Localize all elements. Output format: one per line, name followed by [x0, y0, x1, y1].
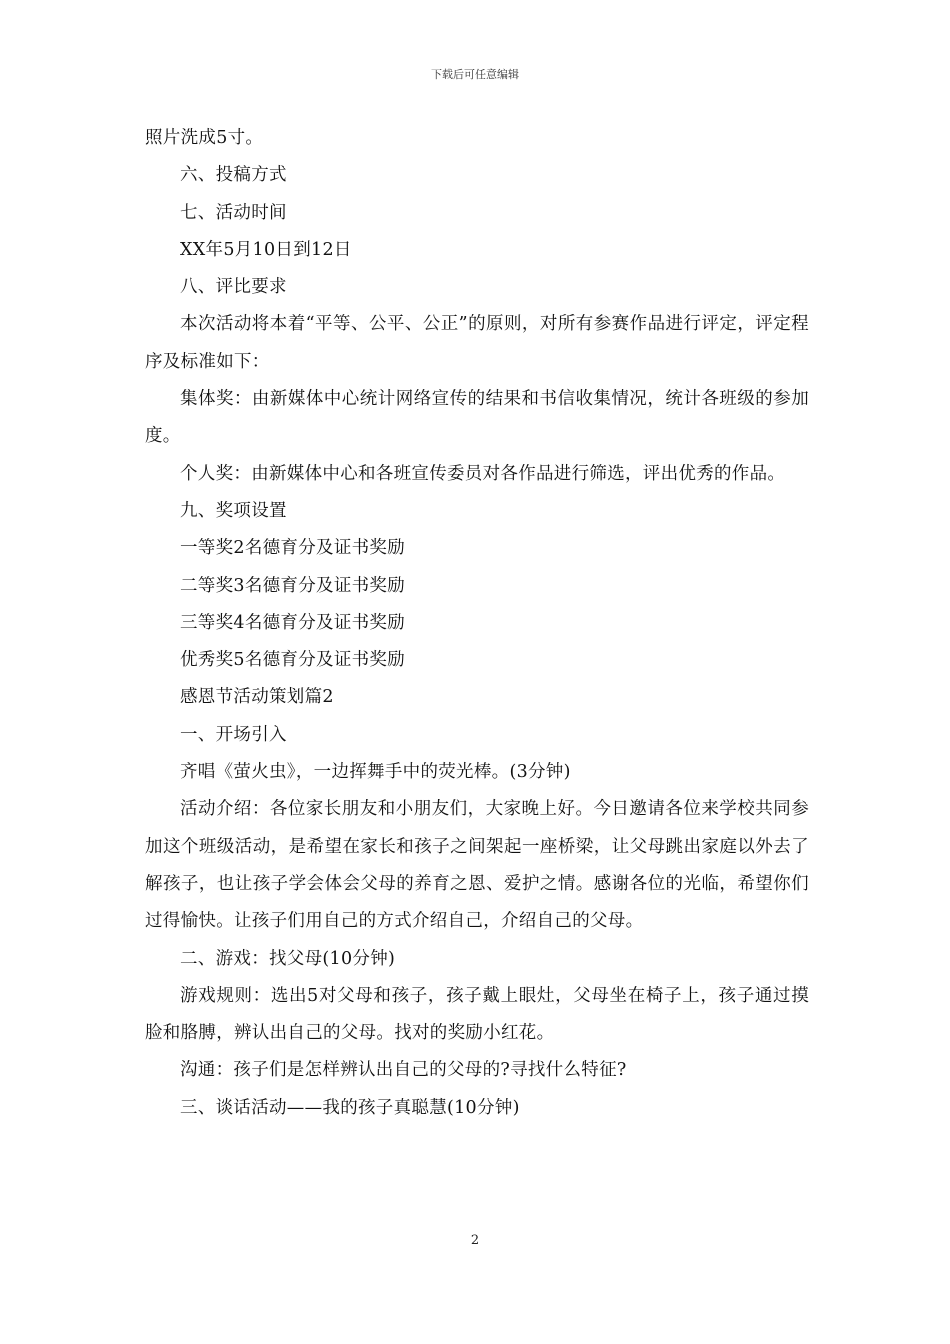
paragraph: 三等奖4名德育分及证书奖励	[180, 612, 406, 633]
section-heading: 九、奖项设置	[180, 500, 287, 521]
paragraph: 优秀奖5名德育分及证书奖励	[180, 650, 406, 671]
paragraph: 二等奖3名德育分及证书奖励	[180, 575, 406, 596]
page-header: 下载后可任意编辑	[431, 68, 519, 81]
document-body	[145, 120, 809, 1127]
paragraph: XX年5月10日到12日	[180, 239, 352, 260]
section-heading: 三、谈话活动——我的孩子真聪慧(10分钟)	[180, 1097, 520, 1118]
section-heading: 二、游戏：找父母(10分钟)	[180, 948, 396, 969]
section-heading: 一、开场引入	[180, 724, 287, 745]
paragraph: 本次活动将本着“平等、公平、公正”的原则，对所有参赛作品进行评定，评定程序及标准如下：	[145, 314, 809, 372]
paragraph: 齐唱《萤火虫》，一边挥舞手中的荧光棒。(3分钟)	[180, 762, 571, 783]
paragraph: 游戏规则：选出5对父母和孩子，孩子戴上眼灶，父母坐在椅子上，孩子通过摸脸和胳膊，辨认出自己的父母。找对的奖励小红花。	[145, 985, 809, 1044]
paragraph: 一等奖2名德育分及证书奖励	[180, 538, 406, 559]
paragraph: 集体奖：由新媒体中心统计网络宣传的结果和书信收集情况，统计各班级的参加度。	[145, 389, 809, 447]
paragraph: 照片洗成5寸。	[145, 128, 264, 148]
section-heading: 七、活动时间	[180, 202, 287, 223]
paragraph: 沟通：孩子们是怎样辨认出自己的父母的?寻找什么特征?	[180, 1060, 627, 1081]
section-heading: 六、投稿方式	[180, 165, 287, 186]
section-heading: 八、评比要求	[180, 277, 287, 298]
paragraph: 个人奖：由新媒体中心和各班宣传委员对各作品进行筛选，评出优秀的作品。	[180, 463, 786, 484]
page-number: 2	[470, 1233, 480, 1248]
paragraph: 活动介绍：各位家长朋友和小朋友们，大家晚上好。今日邀请各位来学校共同参加这个班级活动，是希望在家长和孩子之间架起一座桥梁，让父母跳出家庭以外去了解孩子，也让孩子学会体会父母的养育之恩、爱护之情。感谢各位的光临，希望你们过得愉快。让孩子们用自己的方式介绍自己，介绍自己的父母。	[145, 799, 809, 932]
section-heading: 感恩节活动策划篇2	[180, 687, 334, 708]
